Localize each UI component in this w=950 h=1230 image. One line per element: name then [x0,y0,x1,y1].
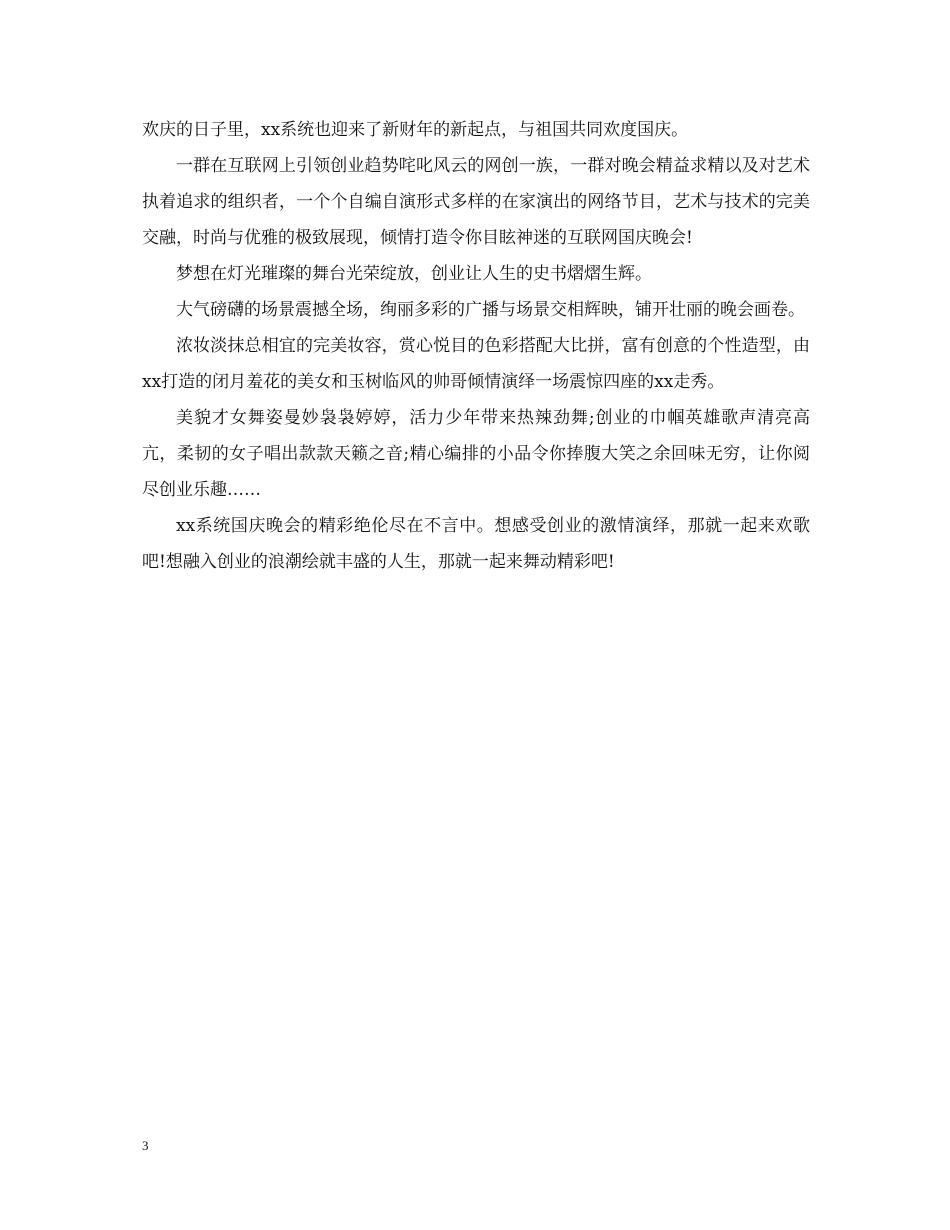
paragraph: 美貌才女舞姿曼妙袅袅婷婷，活力少年带来热辣劲舞;创业的巾帼英雄歌声清亮高亢，柔韧的女子唱出款款天籁之音;精心编排的小品令你捧腹大笑之余回味无穷，让你阅尽创业乐趣…… [142,408,810,500]
paragraph: 梦想在灯光璀璨的舞台光荣绽放，创业让人生的史书熠熠生辉。 [176,264,652,284]
paragraph: 欢庆的日子里，xx系统也迎来了新财年的新起点，与祖国共同欢度国庆。 [142,120,689,140]
paragraph: 大气磅礴的场景震撼全场，绚丽多彩的广播与场景交相辉映，铺开壮丽的晚会画卷。 [176,300,805,320]
page-number: 3 [142,1138,149,1153]
paragraph: 浓妆淡抹总相宜的完美妆容，赏心悦目的色彩搭配大比拼，富有创意的个性造型，由xx打造的闭月羞花的美女和玉树临风的帅哥倾情演绎一场震惊四座的xx走秀。 [142,336,810,392]
document-body [142,112,810,580]
paragraph: xx系统国庆晚会的精彩绝伦尽在不言中。想感受创业的激情演绎，那就一起来欢歌吧!想融入创业的浪潮绘就丰盛的人生，那就一起来舞动精彩吧! [142,516,810,572]
paragraph: 一群在互联网上引领创业趋势咤叱风云的网创一族，一群对晚会精益求精以及对艺术执着追求的组织者，一个个自编自演形式多样的在家演出的网络节目，艺术与技术的完美交融，时尚与优雅的极致展现，倾情打造令你目眩神迷的互联网国庆晚会! [142,156,810,248]
